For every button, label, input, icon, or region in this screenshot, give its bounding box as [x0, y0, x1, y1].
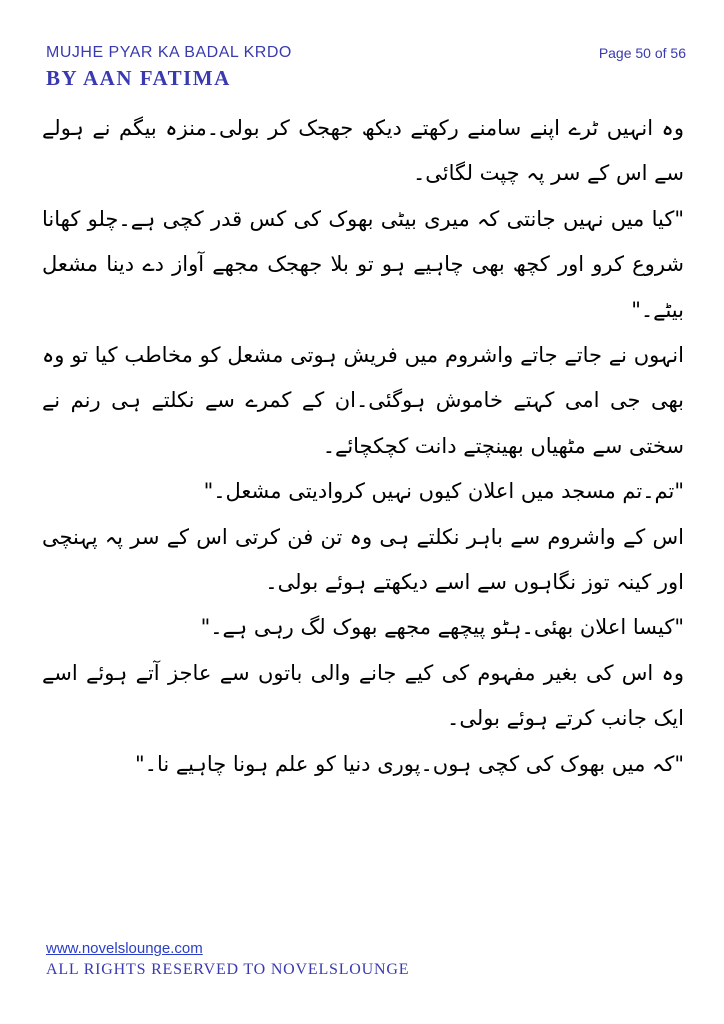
page-footer — [46, 938, 686, 979]
page-header — [46, 44, 686, 94]
paragraph: انہوں نے جاتے جاتے واشروم میں فریش ہوتی مشعل کو مخاطب کیا تو وہ بھی جی امی کہتے خاموش ہوگئی۔ان کے کمرے سے نکلتے ہی رنم نے سختی سے مٹھیاں بھینچتے دانت کچکچائے۔ — [42, 343, 684, 458]
page-number: Page 50 of 56 — [598, 45, 686, 61]
paragraph: وہ انہیں ٹرے اپنے سامنے رکھتے دیکھ جھجک کر بولی۔منزہ بیگم نے ہولے سے اس کے سر پہ چپت لگائی۔ — [42, 116, 684, 186]
story-text — [42, 106, 684, 787]
dialogue-paragraph: "تم۔تم مسجد میں اعلان کیوں نہیں کروادیتی مشعل۔" — [203, 479, 684, 504]
rights-notice: ALL RIGHTS RESERVED TO NOVELSLOUNGE — [46, 961, 410, 978]
paragraph: وہ اس کی بغیر مفہوم کی کیے جانے والی باتوں سے عاجز آتے ہوئے اسے ایک جانب کرتے ہوئے بولی۔ — [42, 660, 684, 731]
dialogue-paragraph: "کیسا اعلان بھئی۔ہٹو پیچھے مجھے بھوک لگ رہی ہے۔" — [200, 615, 684, 640]
website-link[interactable]: www.novelslounge.com — [46, 940, 203, 957]
paragraph: اس کے واشروم سے باہر نکلتے ہی وہ تن فن کرتی اس کے سر پہ پہنچی اور کینہ توز نگاہوں سے اسے دیکھتے ہوئے بولی۔ — [42, 524, 684, 595]
dialogue-paragraph: "کہ میں بھوک کی کچی ہوں۔پوری دنیا کو علم ہونا چاہیے نا۔" — [134, 751, 684, 776]
author-name: BY AAN FATIMA — [46, 66, 231, 90]
novel-title: MUJHE PYAR KA BADAL KRDO — [46, 44, 292, 61]
dialogue-paragraph: "کیا میں نہیں جانتی کہ میری بیٹی بھوک کی کس قدر کچی ہے۔چلو کھانا شروع کرو اور کچھ بھی چاہیے ہو تو بلا جھجک مجھے آواز دے دینا مشعل بیٹے۔" — [42, 206, 684, 322]
